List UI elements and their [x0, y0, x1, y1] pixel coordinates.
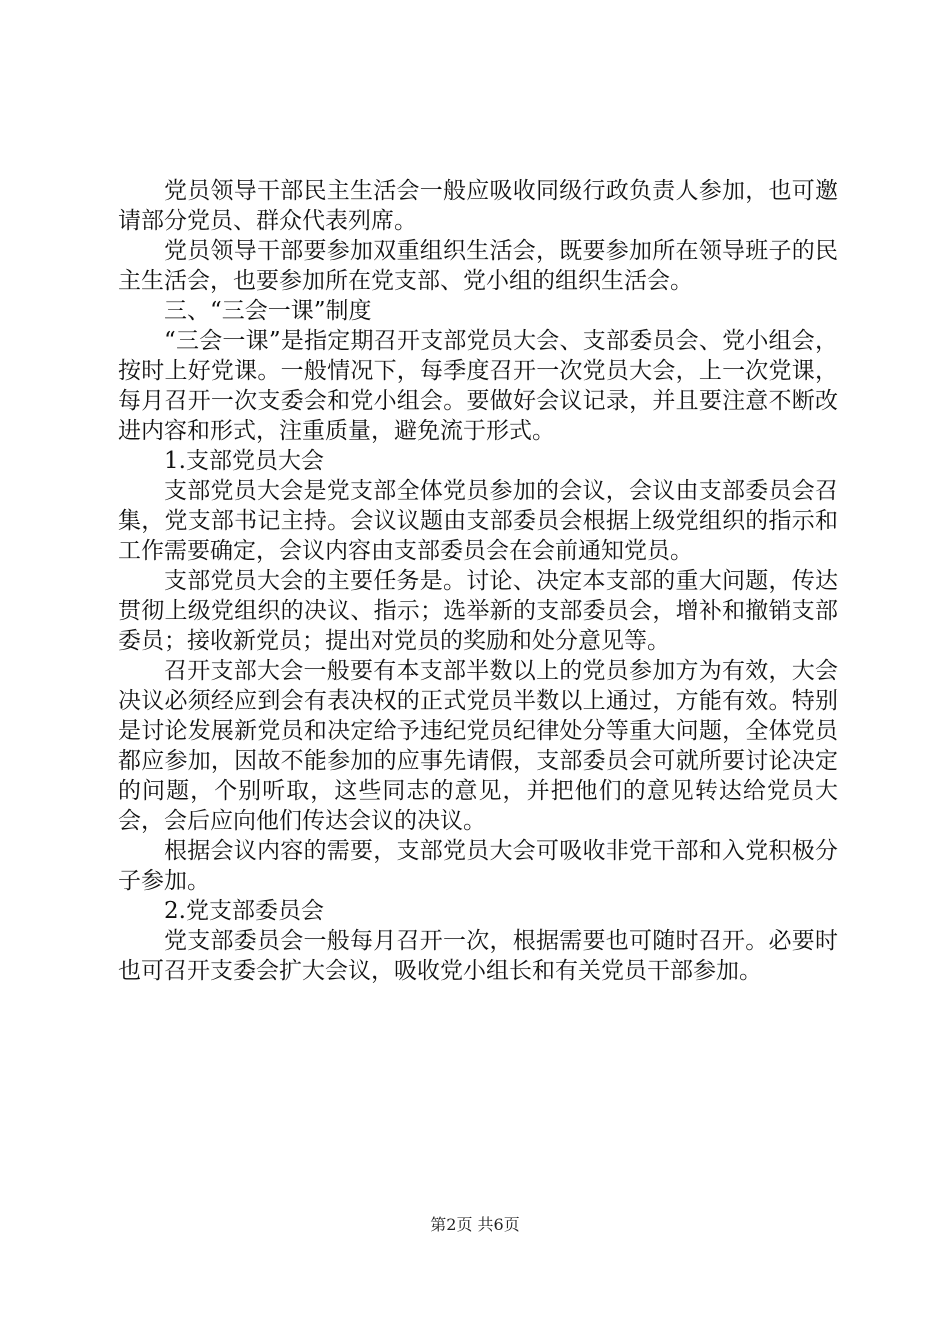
document-body: [118, 176, 838, 986]
paragraph-2: 党员领导干部要参加双重组织生活会，既要参加所在领导班子的民主生活会，也要参加所在党支部、党小组的组织生活会。: [118, 238, 838, 294]
section-heading-three-meetings: 三、“三会一课”制度: [164, 298, 372, 324]
page-footer: [0, 1214, 950, 1236]
paragraph-3: “三会一课”是指定期召开支部党员大会、支部委员会、党小组会，按时上好党课。一般情况下，每季度召开一次党员大会，上一次党课，每月召开一次支委会和党小组会。要做好会议记录，并且要注意不断改进内容和形式，注重质量，避免流于形式。: [118, 328, 838, 444]
page-number: 第2页 共6页: [430, 1215, 520, 1234]
paragraph-1: 党员领导干部民主生活会一般应吸收同级行政负责人参加，也可邀请部分党员、群众代表列席。: [118, 178, 838, 234]
paragraph-5: 支部党员大会的主要任务是。讨论、决定本支部的重大问题，传达贯彻上级党组织的决议、指示；选举新的支部委员会，增补和撤销支部委员；接收新党员；提出对党员的奖励和处分意见等。: [118, 568, 838, 654]
subheading-branch-general-meeting: 1.支部党员大会: [164, 448, 324, 474]
subheading-branch-committee: 2.党支部委员会: [164, 898, 324, 924]
paragraph-6: 召开支部大会一般要有本支部半数以上的党员参加方为有效，大会决议必须经应到会有表决权的正式党员半数以上通过，方能有效。特别是讨论发展新党员和决定给予违纪党员纪律处分等重大问题，全体党员都应参加，因故不能参加的应事先请假，支部委员会可就所要讨论决定的问题，个别听取，这些同志的意见，并把他们的意见转达给党员大会，会后应向他们传达会议的决议。: [118, 658, 838, 834]
paragraph-8: 党支部委员会一般每月召开一次，根据需要也可随时召开。必要时也可召开支委会扩大会议，吸收党小组长和有关党员干部参加。: [118, 928, 838, 984]
paragraph-7: 根据会议内容的需要，支部党员大会可吸收非党干部和入党积极分子参加。: [118, 838, 838, 894]
paragraph-4: 支部党员大会是党支部全体党员参加的会议，会议由支部委员会召集，党支部书记主持。会议议题由支部委员会根据上级党组织的指示和工作需要确定，会议内容由支部委员会在会前通知党员。: [118, 478, 838, 564]
